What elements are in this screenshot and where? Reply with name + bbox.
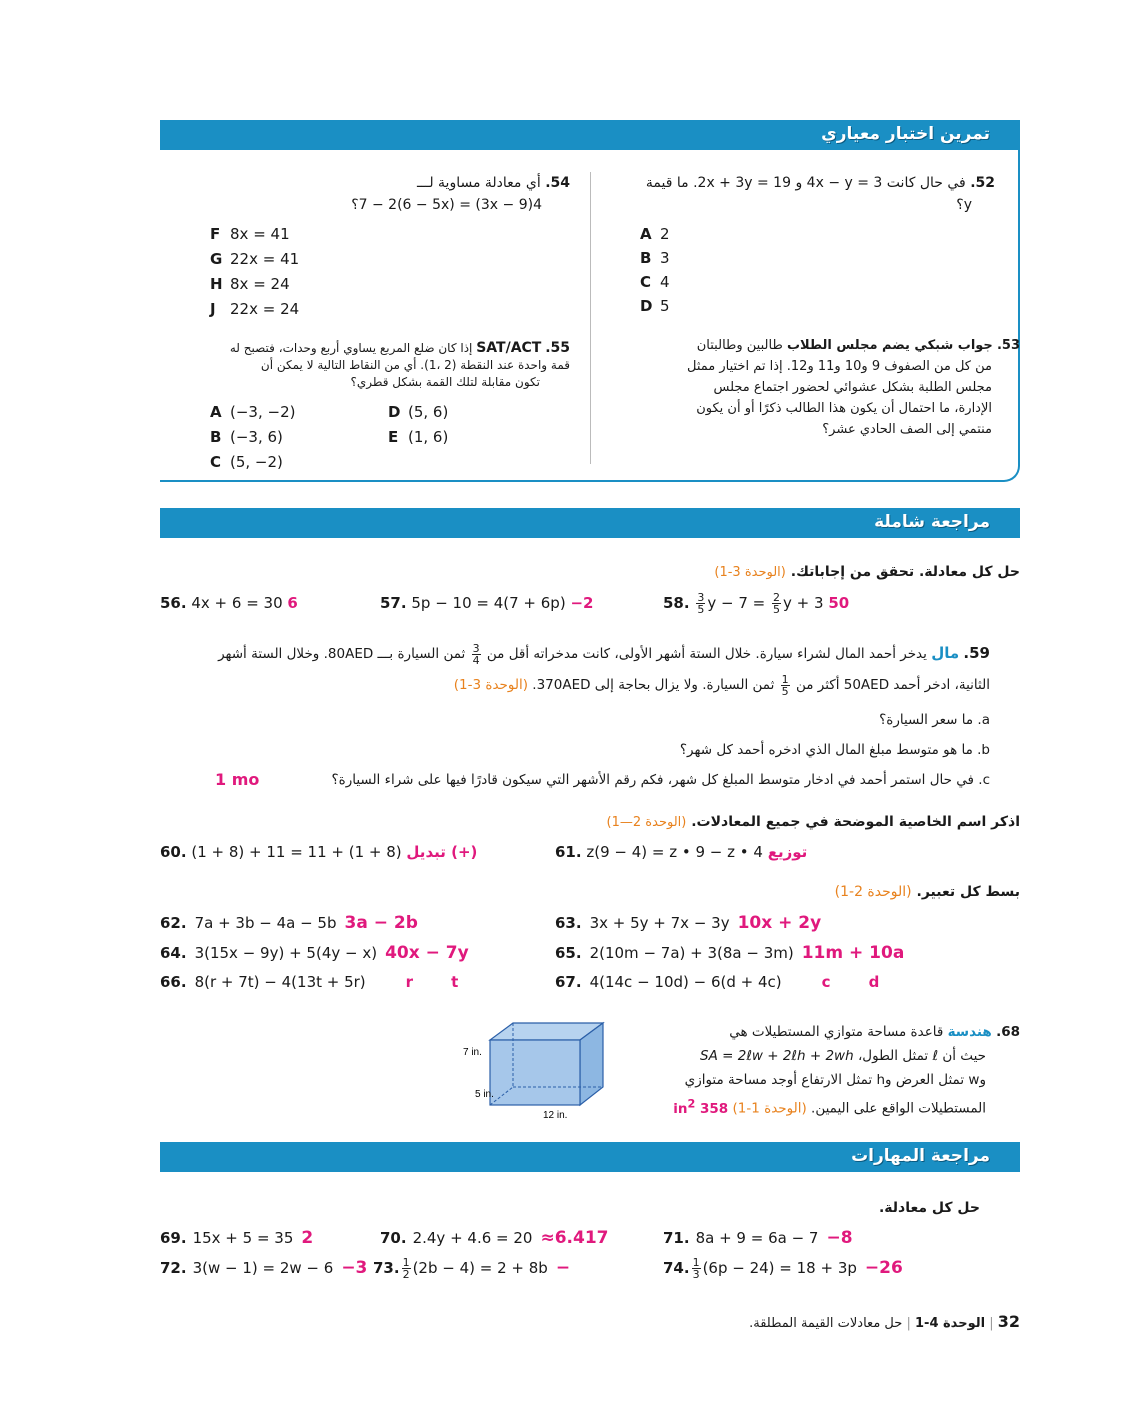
problem-number: 70. (380, 1229, 407, 1247)
option-value: (−3, −2) (230, 403, 296, 421)
problem-number: 73. (373, 1259, 400, 1277)
problem-number: 63. (555, 914, 582, 932)
denominator: 5 (773, 603, 781, 616)
fraction (772, 592, 781, 615)
fraction (472, 643, 481, 666)
answer-option[interactable] (388, 428, 448, 446)
problem-60 (160, 843, 477, 861)
numerator: 3 (697, 591, 705, 604)
question-59c: c. في حال استمر أحمد في ادخار متوسط المبلغ كل شهر، فكم رقم الأشهر التي سيكون قادرًا فيها على شراء السيارة؟ (331, 772, 990, 788)
question-number: 55. (545, 340, 570, 356)
solve-heading (714, 564, 1020, 580)
answer-option[interactable] (210, 225, 290, 243)
option-letter: D (388, 403, 401, 421)
answer: −2 (570, 594, 594, 612)
problem-66 (160, 973, 458, 991)
width-label: 5 in. (475, 1089, 494, 1100)
question-text: الإدارة، ما احتمال أن يكون هذا الطالب ذكرًا أو أن يكون (696, 401, 992, 416)
problem-70 (380, 1228, 609, 1248)
question-tag: هندسة (947, 1024, 992, 1040)
question-number: 53. (996, 338, 1020, 353)
option-value: (1, 6) (408, 428, 449, 446)
problem-number: 56. (160, 594, 187, 612)
answer-option[interactable] (640, 225, 670, 243)
problem-expression: 3(15x − 9y) + 5(4y − x) (194, 944, 378, 962)
problem-61 (555, 843, 807, 861)
option-value: 2 (660, 225, 670, 243)
numerator: 3 (472, 641, 480, 655)
problem-expression: 3x + 5y + 7x − 3y (589, 914, 730, 932)
option-letter: F (210, 225, 221, 243)
option-letter: J (210, 300, 216, 318)
answer-option[interactable] (210, 250, 299, 268)
problem-number: 65. (555, 944, 582, 962)
answer: 2 (301, 1228, 314, 1248)
question-55 (180, 340, 570, 391)
answer-option[interactable] (210, 275, 290, 293)
problem-expression: 8(r + 7t) − 4(13t + 5r) (194, 973, 366, 991)
answer: 11m + 10a (801, 943, 905, 963)
column-divider (590, 172, 591, 464)
question-number: 59. (963, 644, 990, 662)
simplify-heading (835, 884, 1020, 900)
problem-expression: 3(w − 1) = 2w − 6 (192, 1259, 334, 1277)
answer-option[interactable] (388, 403, 448, 421)
footer-title: حل معادلات القيمة المطلقة. (749, 1316, 903, 1331)
answer: 50 (828, 594, 850, 612)
problem-62 (160, 913, 418, 933)
option-letter: C (210, 453, 222, 471)
problem-expression: 5p − 10 = 4(7 + 6p) (411, 594, 566, 612)
section-title: تمرين اختبار معياري (821, 124, 990, 144)
problem-expression: 4x + 6 = 30 (191, 594, 283, 612)
problem-number: 62. (160, 914, 187, 932)
option-value: 8x = 24 (230, 275, 290, 293)
problem-expression: 15x + 5 = 35 (192, 1229, 294, 1247)
answer-term: c (821, 973, 831, 991)
problem-58 (663, 586, 849, 620)
option-value: 3 (660, 249, 670, 267)
option-letter: G (210, 250, 223, 268)
option-letter: C (640, 273, 652, 291)
answer-option[interactable] (210, 403, 295, 421)
problem-number: 67. (555, 973, 582, 991)
rectangular-prism-diagram (455, 1015, 630, 1120)
problem-67 (555, 973, 879, 991)
option-value: (−3, 6) (230, 428, 283, 446)
question-text: منتمي إلى الصف الحادي عشر؟ (822, 422, 992, 437)
answer: 40x − 7y (385, 943, 469, 963)
question-59a: a. ما سعر السيارة؟ (879, 712, 990, 728)
option-letter: E (388, 428, 399, 446)
option-value: 4 (660, 273, 670, 291)
page-footer: 32 | الوحدة 4-1 | حل معادلات القيمة المطلقة. (749, 1312, 1020, 1331)
answer-option[interactable] (210, 300, 299, 318)
formula: SA = 2ℓw + 2ℓh + 2wh (700, 1048, 854, 1064)
denominator: 3 (692, 1268, 700, 1281)
answer: تبديل (+) (406, 843, 478, 861)
answer-59c: 1 mo (215, 770, 260, 789)
question-52-line2: y؟ (956, 197, 972, 213)
problem-expression: (1 + 8) + 11 = 11 + (1 + 8) (191, 843, 402, 861)
answer-term: t (451, 973, 459, 991)
numerator: 1 (692, 1256, 700, 1269)
question-text: تكون مقابلة لتلك القمة بشكل قطري؟ (350, 375, 540, 389)
question-text: أي معادلة مساوية لـــ (417, 175, 541, 191)
problem-expression: y − 7 = (707, 594, 766, 612)
problem-number: 57. (380, 594, 407, 612)
heading-text: اذكر اسم الخاصية الموضحة في جميع المعادلات. (691, 814, 1020, 830)
problem-74 (663, 1252, 903, 1284)
option-letter: D (640, 297, 653, 315)
question-text: إذا كان ضلع المربع يساوي أربع وحدات، فتصبح له (229, 341, 473, 355)
numerator: 2 (773, 591, 781, 604)
problem-number: 58. (663, 594, 690, 612)
answer-option[interactable] (210, 453, 283, 471)
question-text: مجلس الطلبة بشكل عشوائي لحضور اجتماع مجلس (713, 380, 992, 395)
question-text: ثمن السيارة بـــ 80AED. وخلال الستة أشهر (218, 646, 466, 662)
solve2-heading: حل كل معادلة. (878, 1200, 980, 1216)
answer: ≈6.417 (540, 1228, 609, 1248)
answer: 6 (287, 594, 298, 612)
problem-64 (160, 943, 469, 963)
section-title: مراجعة المهارات (851, 1146, 990, 1166)
problem-number: 74. (663, 1259, 690, 1277)
fraction (696, 592, 705, 615)
problem-number: 61. (555, 843, 582, 861)
question-tag: SAT/ACT (476, 340, 542, 356)
problem-number: 66. (160, 973, 187, 991)
denominator: 5 (781, 684, 789, 698)
answer: توزيع (767, 843, 808, 861)
fraction (781, 674, 790, 697)
answer-term: r (405, 973, 414, 991)
answer: −26 (864, 1258, 903, 1278)
unit-ref: (الوحدة 1-1) (732, 1100, 807, 1117)
answer-option[interactable] (640, 273, 670, 291)
problem-expression: (6p − 24) = 18 + 3p (702, 1259, 857, 1277)
section-banner-skills (160, 1142, 1020, 1172)
height-label: 7 in. (463, 1047, 482, 1058)
length-label: 12 in. (543, 1110, 568, 1120)
unit-ref: (الوحدة 2-1) (834, 884, 912, 900)
question-text: المستطيلات الواقع على اليمين. (811, 1100, 986, 1117)
question-text: وw تمثل العرض وh تمثل الارتفاع أوجد مساحة متوازي (684, 1072, 986, 1088)
problem-57 (380, 594, 593, 612)
question-number: 52. (970, 175, 995, 191)
answer: − (555, 1258, 571, 1278)
answer-option[interactable] (210, 428, 283, 446)
problem-72 (160, 1258, 367, 1278)
answer: 358 in (673, 1100, 729, 1117)
answer-exponent: 2 (687, 1097, 696, 1110)
question-text: ثمن السيارة. ولا يزال بحاجة إلى 370AED. (532, 677, 775, 693)
question-tag: مال (931, 644, 960, 662)
problem-expression: 2.4y + 4.6 = 20 (412, 1229, 533, 1247)
question-text: قاعدة مساحة متوازي المستطيلات هي (729, 1024, 944, 1040)
problem-number: 60. (160, 843, 187, 861)
question-text: الثانية، ادخر أحمد 50AED أكثر من (795, 677, 990, 693)
question-53 (620, 335, 1020, 440)
answer: −8 (826, 1228, 853, 1248)
problem-69 (160, 1228, 313, 1248)
heading-text: بسط كل تعبير. (916, 884, 1020, 900)
option-value: (5, 6) (408, 403, 449, 421)
option-letter: B (640, 249, 652, 267)
question-text: حيث أن ℓ تمثل الطول، (857, 1048, 986, 1064)
question-number: 54. (545, 175, 570, 191)
answer-option[interactable] (640, 249, 670, 267)
denominator: 4 (472, 653, 480, 667)
question-59-line1 (218, 636, 990, 671)
section-banner-standardized (160, 120, 1020, 150)
option-value: 22x = 24 (230, 300, 300, 318)
denominator: 2 (402, 1268, 410, 1281)
question-text: يدخر أحمد المال لشراء سيارة. خلال الستة أشهر الأولى، كانت مدخراته أقل من (486, 646, 927, 662)
fraction (402, 1257, 411, 1280)
denominator: 5 (697, 603, 705, 616)
option-value: 22x = 41 (230, 250, 300, 268)
option-value: 5 (660, 297, 670, 315)
question-text: من كل من الصفوف 9 و10 و11 و12. إذا تم اختيار ممثل (686, 359, 992, 374)
problem-expression: 2(10m − 7a) + 3(8a − 3m) (589, 944, 794, 962)
numerator: 1 (781, 672, 789, 686)
question-text: طالبين وطالبتان (696, 338, 783, 353)
answer: −3 (341, 1258, 368, 1278)
option-letter: A (210, 403, 222, 421)
problem-expression: 4(14c − 10d) − 6(d + 4c) (589, 973, 782, 991)
question-59b: b. ما هو متوسط مبلغ المال الذي ادخره أحمد كل شهر؟ (679, 742, 990, 758)
answer-option[interactable] (640, 297, 670, 315)
problem-number: 64. (160, 944, 187, 962)
problem-63 (555, 913, 821, 933)
question-text: قمة واحدة عند النقطة (2 ،1). أي من النقاط التالية لا يمكن أن (260, 358, 570, 372)
problem-number: 69. (160, 1229, 187, 1247)
unit-ref: (الوحدة 2—1) (606, 815, 687, 830)
properties-heading (607, 814, 1020, 830)
question-52 (595, 175, 995, 191)
problem-65 (555, 943, 904, 963)
question-text: في حال كانت 3 = 4x − y و 2x + 3y = 19. ما قيمة (645, 175, 966, 191)
problem-71 (663, 1228, 853, 1248)
problem-56 (160, 594, 298, 612)
option-letter: H (210, 275, 223, 293)
problem-expression: 7a + 3b − 4a − 5b (194, 914, 337, 932)
problem-expression: z(9 − 4) = z • 9 − z • 4 (586, 843, 763, 861)
question-59-line2 (454, 668, 990, 702)
section-title: مراجعة شاملة (874, 512, 990, 532)
fraction (692, 1257, 701, 1280)
heading-text: حل كل معادلة. تحقق من إجاباتك. (790, 564, 1020, 580)
prism-front-face (490, 1040, 580, 1105)
unit-ref: (الوحدة 3-1) (714, 565, 786, 580)
answer-term: d (868, 973, 880, 991)
answer: 3a − 2b (344, 913, 418, 933)
answer: 10x + 2y (737, 913, 822, 933)
problem-number: 71. (663, 1229, 690, 1247)
section-banner-comprehensive (160, 508, 1020, 538)
question-number: 68. (996, 1024, 1020, 1040)
problem-73 (373, 1252, 570, 1284)
option-value: 8x = 41 (230, 225, 290, 243)
problem-expression: 8a + 9 = 6a − 7 (695, 1229, 819, 1247)
footer-unit: الوحدة 4-1 (914, 1316, 986, 1331)
option-letter: B (210, 428, 222, 446)
question-68 (660, 1020, 1020, 1121)
unit-ref: (الوحدة 3-1) (453, 677, 528, 693)
option-value: (5, −2) (230, 453, 283, 471)
problem-expression: y + 3 (783, 594, 824, 612)
problem-number: 72. (160, 1259, 187, 1277)
option-letter: A (640, 225, 652, 243)
page-number: 32 (997, 1312, 1020, 1331)
numerator: 1 (402, 1256, 410, 1269)
question-title: جواب شبكي يضم مجلس الطلاب (786, 338, 993, 353)
problem-expression: (2b − 4) = 2 + 8b (412, 1259, 548, 1277)
question-54-equation: 4(9 − 3x) = 7 − 2(6 − 5x)؟ (351, 197, 542, 213)
question-54 (417, 175, 570, 191)
